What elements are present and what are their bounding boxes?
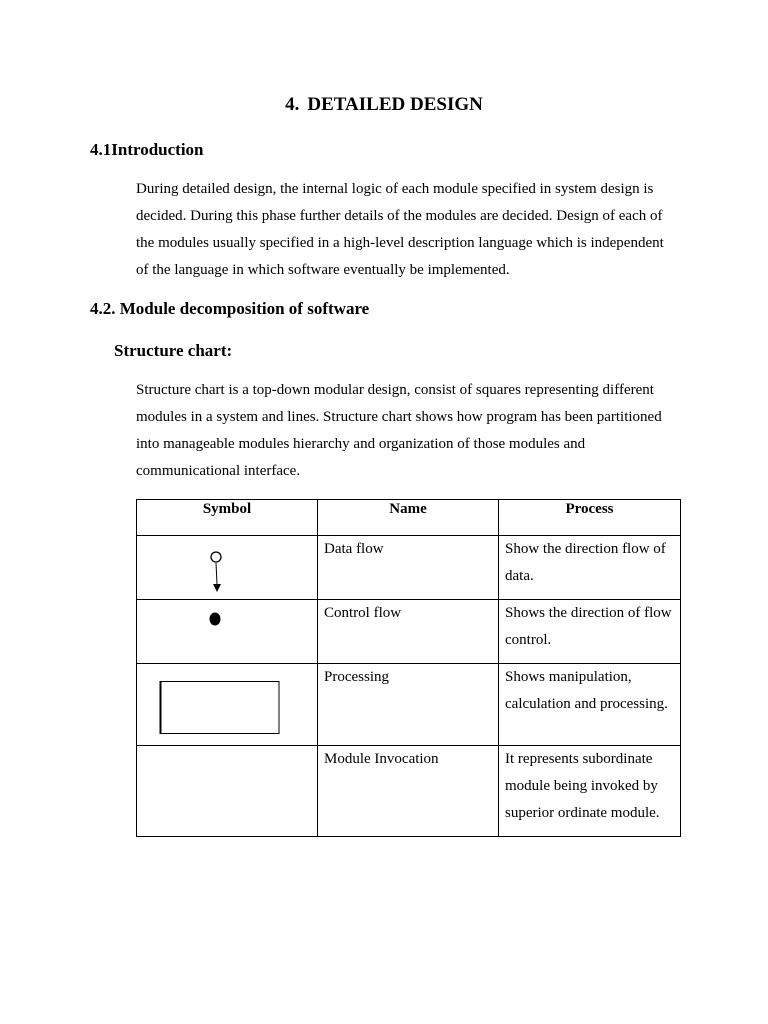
table-header-row (137, 500, 681, 536)
table-row (137, 600, 681, 664)
table-cell-process: Shows the direction of flow control. (499, 600, 681, 664)
table-cell-process: Show the direction flow of data. (499, 536, 681, 600)
processing-box-icon (137, 664, 318, 745)
table-cell-process: It represents subordinate module being invoked by superior ordinate module. (499, 746, 681, 837)
subheading-structure-chart: Structure chart: (114, 341, 233, 360)
table-row (137, 746, 681, 837)
table-header-symbol: Symbol (137, 500, 318, 536)
control-flow-dot-icon (137, 600, 318, 663)
data-flow-arrow-icon (137, 536, 318, 599)
table-cell-name: Processing (318, 664, 499, 746)
table-cell-process: Shows manipulation, calculation and processing. (499, 664, 681, 746)
symbol-cell (137, 536, 318, 600)
introduction-paragraph: During detailed design, the internal logic of each module specified in system design is decided. During this phase further details of the modules are decided. Design of each of the modules usually specified in a high-level description language which is independent of the language in which software eventually be implemented. (136, 181, 664, 278)
chapter-number: 4. (285, 94, 300, 115)
table-cell-name: Module Invocation (318, 746, 499, 837)
table-row (137, 664, 681, 746)
chapter-title-text: DETAILED DESIGN (307, 94, 483, 115)
symbol-cell (137, 600, 318, 664)
symbol-cell (137, 664, 318, 746)
symbol-cell (137, 746, 318, 837)
table-cell-name: Data flow (318, 536, 499, 600)
symbol-table (136, 499, 681, 837)
chapter-title (0, 93, 768, 117)
table-header-process: Process (499, 500, 681, 536)
structure-chart-paragraph: Structure chart is a top-down modular design, consist of squares representing different modules in a system and lines. Structure chart shows how program has been partitioned into manageable modules hierarchy and organization of those modules and communicational interface. (136, 382, 662, 479)
section-heading-introduction: 4.1Introduction (90, 140, 204, 159)
table-header-name: Name (318, 500, 499, 536)
table-cell-name: Control flow (318, 600, 499, 664)
table-row (137, 536, 681, 600)
section-heading-module-decomposition: 4.2. Module decomposition of software (90, 299, 370, 318)
